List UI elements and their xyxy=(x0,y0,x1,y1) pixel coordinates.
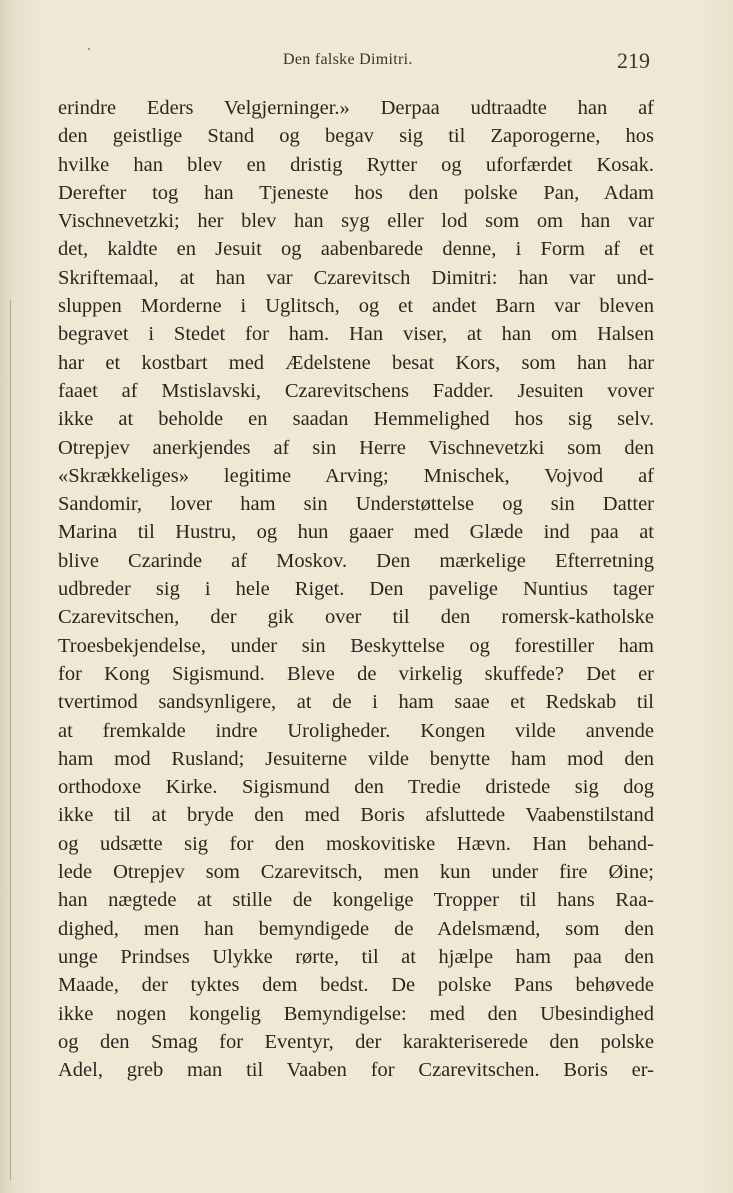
text-line: faaet af Mstislavski, Czarevitschens Fadder. Jesuiten vover xyxy=(58,379,654,402)
running-title: Den falske Dimitri. xyxy=(283,51,413,68)
text-line: det, kaldte en Jesuit og aabenbarede denne, i Form af et xyxy=(58,238,654,261)
page-header xyxy=(0,48,733,78)
text-line: Sandomir, lover ham sin Understøttelse og sin Datter xyxy=(58,493,654,516)
text-line: erindre Eders Velgjerninger.» Derpaa udtraadte han af xyxy=(58,97,654,119)
text-line: den geistlige Stand og begav sig til Zaporogerne, hos xyxy=(58,125,654,148)
page-number: 219 xyxy=(617,48,650,73)
text-line: ikke at beholde en saadan Hemmelighed hos sig selv. xyxy=(58,408,654,431)
text-line: Maade, der tyktes dem bedst. De polske Pans behøvede xyxy=(58,974,654,997)
text-line: at fremkalde indre Uroligheder. Kongen vilde anvende xyxy=(58,719,654,742)
body-text xyxy=(58,94,654,1084)
text-line: ikke nogen kongelig Bemyndigelse: med den Ubesindighed xyxy=(58,1002,654,1025)
text-line: Otrepjev anerkjendes af sin Herre Vischnevetzki som den xyxy=(58,436,654,459)
text-line: dighed, men han bemyndigede de Adelsmænd, som den xyxy=(58,917,654,940)
text-line: «Skrækkeliges» legitime Arving; Mnischek, Vojvod af xyxy=(58,464,654,487)
text-line: Adel, greb man til Vaaben for Czarevitschen. Boris er- xyxy=(58,1059,654,1082)
text-line: har et kostbart med Ædelstene besat Kors, som han har xyxy=(58,351,654,374)
text-line: og udsætte sig for den moskovitiske Hævn. Han behand- xyxy=(58,832,654,855)
text-line: han nægtede at stille de kongelige Tropper til hans Raa- xyxy=(58,889,654,912)
text-line: begravet i Stedet for ham. Han viser, at han om Halsen xyxy=(58,323,654,346)
text-line: blive Czarinde af Moskov. Den mærkelige Efterretning xyxy=(58,549,654,572)
text-line: orthodoxe Kirke. Sigismund den Tredie dristede sig dog xyxy=(58,776,654,799)
text-line: unge Prindses Ulykke rørte, til at hjælpe ham paa den xyxy=(58,945,654,968)
text-line: sluppen Morderne i Uglitsch, og et andet Barn var bleven xyxy=(58,295,654,318)
text-line: ikke til at bryde den med Boris afsluttede Vaabenstilstand xyxy=(58,804,654,827)
text-line: lede Otrepjev som Czarevitsch, men kun under fire Øine; xyxy=(58,861,654,884)
text-line: og den Smag for Eventyr, der karakteriserede den polske xyxy=(58,1030,654,1053)
text-line: Vischnevetzki; her blev han syg eller lod som om han var xyxy=(58,210,654,233)
text-line: Marina til Hustru, og hun gaaer med Glæde ind paa at xyxy=(58,521,654,544)
text-line: Skriftemaal, at han var Czarevitsch Dimitri: han var und- xyxy=(58,266,654,289)
text-line: udbreder sig i hele Riget. Den pavelige Nuntius tager xyxy=(58,578,654,601)
text-line: Troesbekjendelse, under sin Beskyttelse og forestiller ham xyxy=(58,634,654,657)
text-line: tvertimod sandsynligere, at de i ham saae et Redskab til xyxy=(58,691,654,714)
text-line: Czarevitschen, der gik over til den romersk-katholske xyxy=(58,606,654,629)
text-line: hvilke han blev en dristig Rytter og uforfærdet Kosak. xyxy=(58,153,654,176)
text-line: for Kong Sigismund. Bleve de virkelig skuffede? Det er xyxy=(58,662,654,685)
page-edge-shadow xyxy=(10,300,11,1180)
text-line: ham mod Rusland; Jesuiterne vilde benytte ham mod den xyxy=(58,747,654,770)
text-line: Derefter tog han Tjeneste hos den polske Pan, Adam xyxy=(58,181,654,204)
